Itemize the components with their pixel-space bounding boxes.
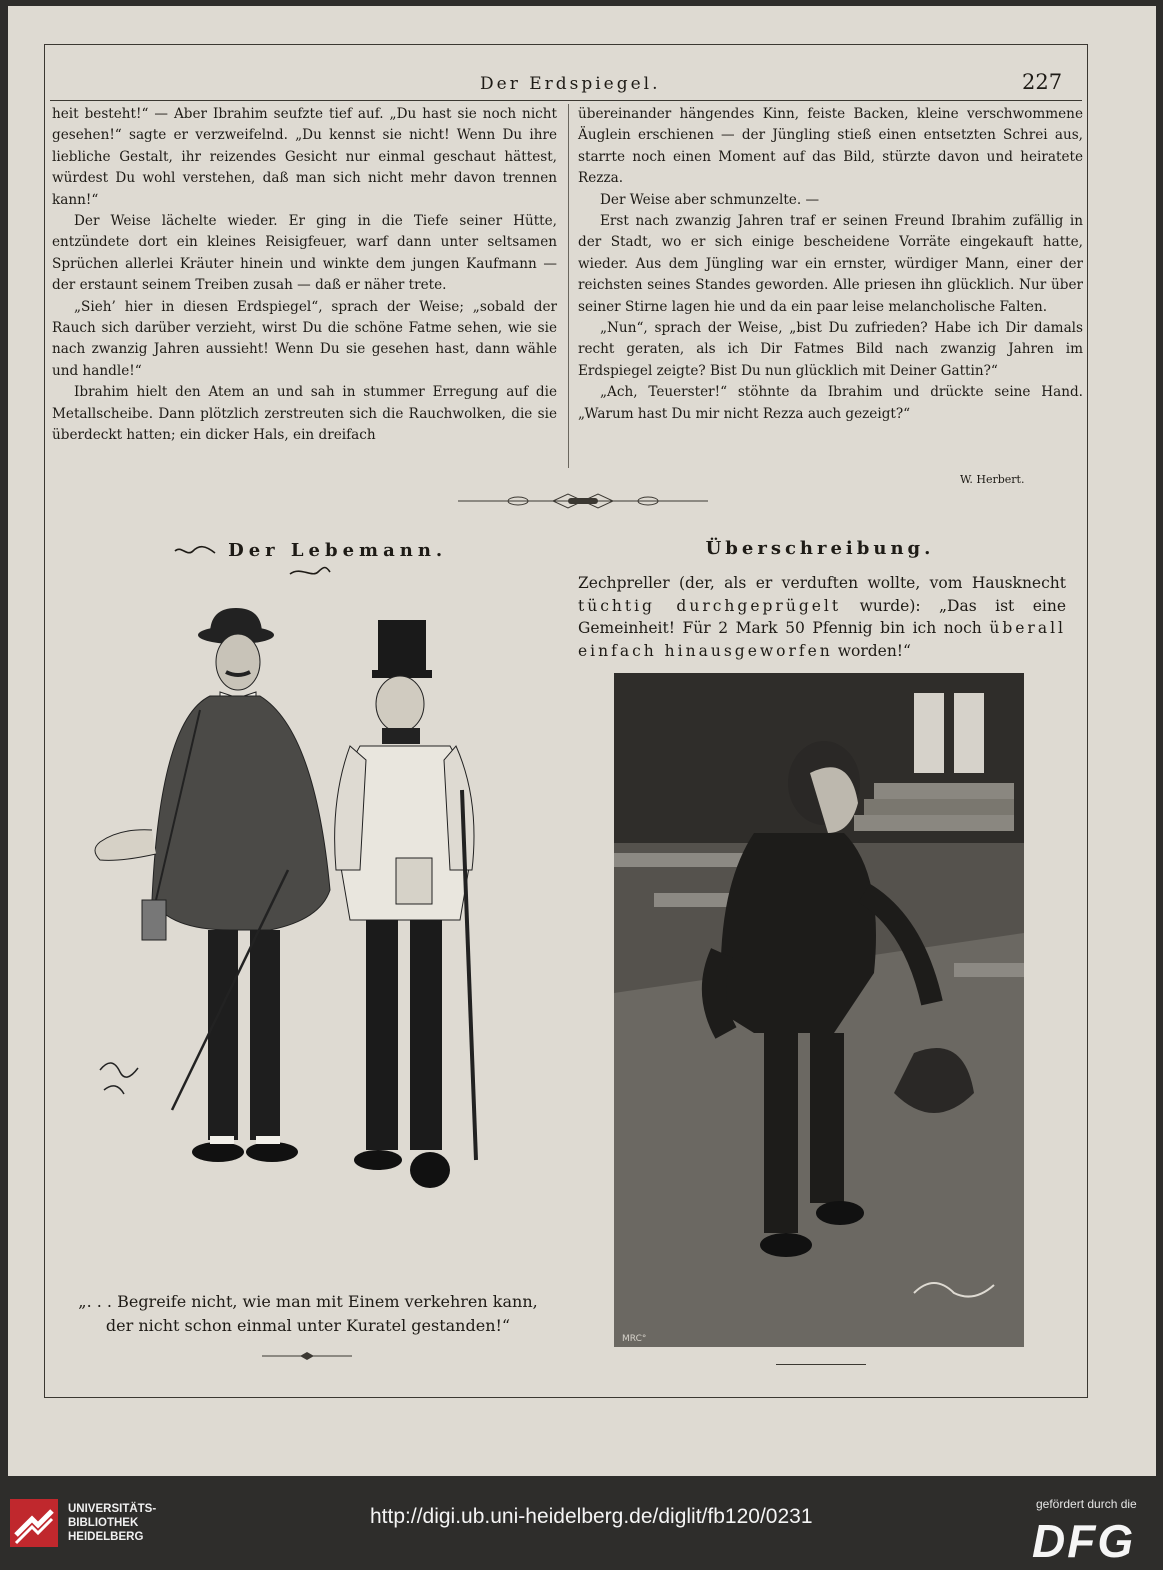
university-line: HEIDELBERG (68, 1531, 144, 1543)
paragraph: Der Weise aber schmunzelte. — (600, 191, 820, 208)
text-run: Zechpreller (der, als er verduften wollte, vom Hausknecht (578, 574, 1066, 592)
paragraph: heit besteht!“ — Aber Ibrahim seufzte tief auf. „Du hast sie noch nicht gesehen!“ sagte er verzweifelnd. „Du kennst sie nicht! Wenn Du ihre liebliche Gestalt, ihr reizendes Gesicht nur einmal geschaut hättest, würdest Du wohl verstehen, daß man sich nicht mehr davon trennen kann!“ (52, 106, 557, 208)
university-line: UNIVERSITÄTS- (68, 1503, 157, 1515)
ueberschreibung-illustration (614, 673, 1024, 1347)
paragraph: „Ach, Teuerster!“ stöhnte da Ibrahim und drückte seine Hand. „Warum hast Du mir nicht Rezza auch gezeigt?“ (578, 384, 1083, 422)
text-run-spaced: überall einfach hinausgeworfen (578, 619, 1066, 660)
paragraph: „Sieh’ hier in diesen Erdspiegel“, sprach der Weise; „sobald der Rauch sich darüber verzieht, wirst Du die schöne Fatme sehen, wie sie nach zwanzig Jahren aussieht! Wenn Du sie gesehen hast, dann wähle und handle!“ (52, 298, 557, 379)
page-number: 227 (1022, 70, 1063, 94)
permalink-url[interactable]: http://digi.ub.uni-heidelberg.de/diglit/fb120/0231 (370, 1505, 813, 1528)
caption-line: der nicht schon einmal unter Kuratel gestanden!“ (105, 1316, 511, 1335)
text-run: worden!“ (837, 641, 911, 660)
university-name (68, 1502, 156, 1544)
lebemann-illustration (60, 600, 550, 1270)
small-ornament-icon (262, 1350, 352, 1362)
cartoon-right-text (578, 572, 1066, 662)
paragraph: Ibrahim hielt den Atem an und sah in stummer Erregung auf die Metallscheibe. Dann plötzlich zerstreuten sich die Rauchwolken, die sie überdeckt hatten; ein dicker Hals, ein dreifach (52, 384, 557, 444)
column-divider (568, 104, 569, 468)
university-line: BIBLIOTHEK (68, 1517, 139, 1529)
ornament-divider-icon (458, 490, 708, 512)
flourish-icon (288, 566, 332, 578)
cartoon-right-heading: Überschreibung. (705, 538, 935, 559)
caption-line: „. . . Begreife nicht, wie man mit Einem verkehren kann, (78, 1292, 538, 1311)
illustration-mark: MRC° (622, 1334, 647, 1344)
cartoon-left-caption (58, 1290, 558, 1338)
short-rule (776, 1364, 866, 1365)
paragraph: „Nun“, sprach der Weise, „bist Du zufrieden? Habe ich Dir damals recht geraten, als ich Dir Fatmes Bild nach zwanzig Jahren im Erdspiegel zeigte? Bist Du nun glücklich mit Deiner Gattin?“ (578, 320, 1083, 379)
paragraph: Erst nach zwanzig Jahren traf er seinen Freund Ibrahim zufällig in der Stadt, wo er sich einige bescheidene Vorräte eingekauft hatte, wieder. Aus dem Jüngling war ein ernster, würdiger Mann, einer der reichsten seines Standes geworden. Alle priesen ihn glücklich. Nur über seiner Stirne lagen hie und da ein paar leise melancholische Falten. (578, 213, 1083, 315)
paragraph: Der Weise lächelte wieder. Er ging in die Tiefe seiner Hütte, entzündete dort ein kleines Reisigfeuer, warf dann unter seltsamen Sprüchen allerlei Kräuter hinein und winkte dem jungen Kaufmann — der erstaunt seinem Treiben zusah — daß er näher trete. (52, 213, 557, 294)
text-run: wurde): „Das ist eine Gemeinheit! Für 2 Mark 50 Pfennig bin ich noch (578, 596, 1067, 638)
cartoon-left-heading: Der Lebemann. (228, 540, 448, 561)
story-left-column (52, 104, 557, 447)
cartoon-left-title (150, 540, 470, 582)
header-rule (50, 100, 1082, 101)
funded-by-text: gefördert durch die (1036, 1497, 1137, 1511)
author-signature: W. Herbert. (960, 473, 1025, 486)
dfg-logo: DFG (1032, 1515, 1136, 1567)
university-logo-icon (8, 1495, 60, 1551)
text-run-spaced: tüchtig durchgeprügelt (578, 596, 842, 615)
paragraph: übereinander hängendes Kinn, feiste Backen, kleine verschwommene Äuglein erschienen — der Jüngling stieß einen entsetzten Schrei aus, starrte noch einen Moment auf das Bild, stürzte davon und heiratete Rezza. (578, 106, 1083, 187)
story-right-column (578, 104, 1083, 425)
running-title: Der Erdspiegel. (480, 74, 661, 94)
flourish-icon (173, 545, 217, 557)
